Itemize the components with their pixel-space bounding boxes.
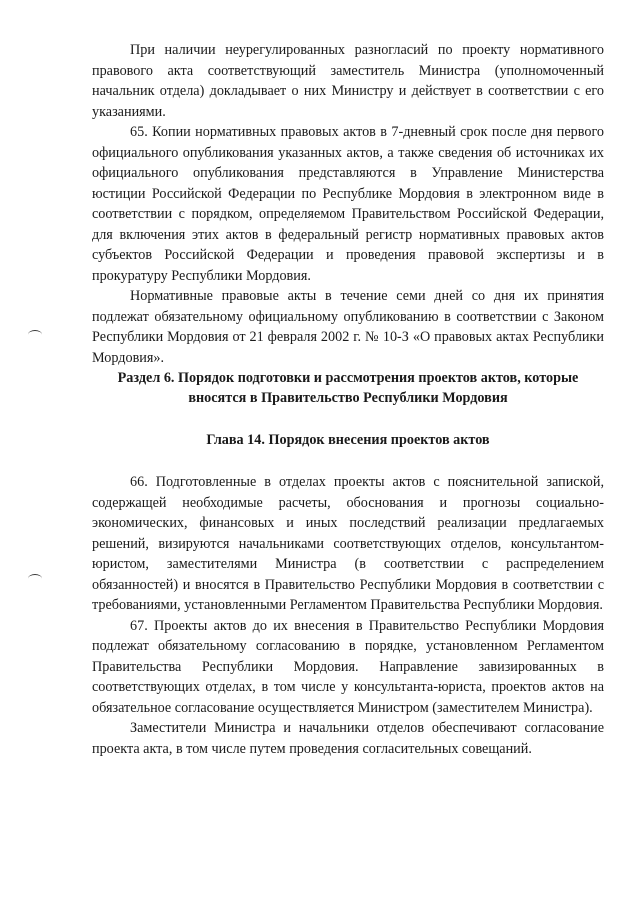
paragraph-65: 65. Копии нормативных правовых актов в 7-дневный срок после дня первого официального опубликования указанных актов, а также сведения об источниках их официального опубликования представляются в Управление Министерства юстиции Российской Федерации по Республике Мордовия в электронном виде в соответствии с порядком, определяемом Правительством Российской Федерации, для включения этих актов в федеральный регистр нормативных правовых актов субъектов Российской Федерации и проведения правовой экспертизы и в прокуратуру Республики Мордовия.	[92, 124, 604, 284]
paragraph-deputies: Заместители Министра и начальники отделов обеспечивают согласование проекта акта, в том числе путем проведения согласительных совещаний.	[92, 720, 604, 757]
paragraph-67: 67. Проекты актов до их внесения в Правительство Республики Мордовия подлежат обязательному согласованию в порядке, установленном Регламентом Правительства Республики Мордовия. Направление завизированных в соответствующих отделах, в том числе у консультанта-юриста, проектов актов на обязательное согласование осуществляется Министром (заместителем Министра).	[92, 617, 604, 716]
chapter-heading: Глава 14. Порядок внесения проектов актов	[206, 432, 490, 448]
binder-hole-mark	[28, 330, 42, 339]
paragraph-66: 66. Подготовленные в отделах проекты актов с пояснительной запиской, содержащей необходимые расчеты, обоснования и прогнозы социально-экономических, финансовых и иных последствий реализации предлагаемых решений, визируются начальниками соответствующих отделов, консультантом-юристом, заместителями Министра (в соответствии с распределением обязанностей) и вносятся в Правительство Республики Мордовия в соответствии с требованиями, установленными Регламентом Правительства Республики Мордовия.	[92, 474, 604, 613]
text-block-lower	[92, 472, 604, 759]
section-heading: Раздел 6. Порядок подготовки и рассмотрения проектов актов, которые вносятся в Правительство Республики Мордовия	[117, 370, 579, 406]
paragraph-publication: Нормативные правовые акты в течение семи дней со дня их принятия подлежат обязательному официальному опубликованию в соответствии с Законом Республики Мордовия от 21 февраля 2002 г. № 10-З «О правовых актах Республики Мордовия».	[92, 288, 604, 366]
binder-hole-mark	[28, 574, 42, 583]
text-block-upper	[92, 40, 604, 368]
paragraph-disagreements: При наличии неурегулированных разногласий по проекту нормативного правового акта соответствующий заместитель Министра (уполномоченный начальник отдела) докладывает о них Министру и действует в соответствии с его указаниями.	[92, 42, 604, 120]
